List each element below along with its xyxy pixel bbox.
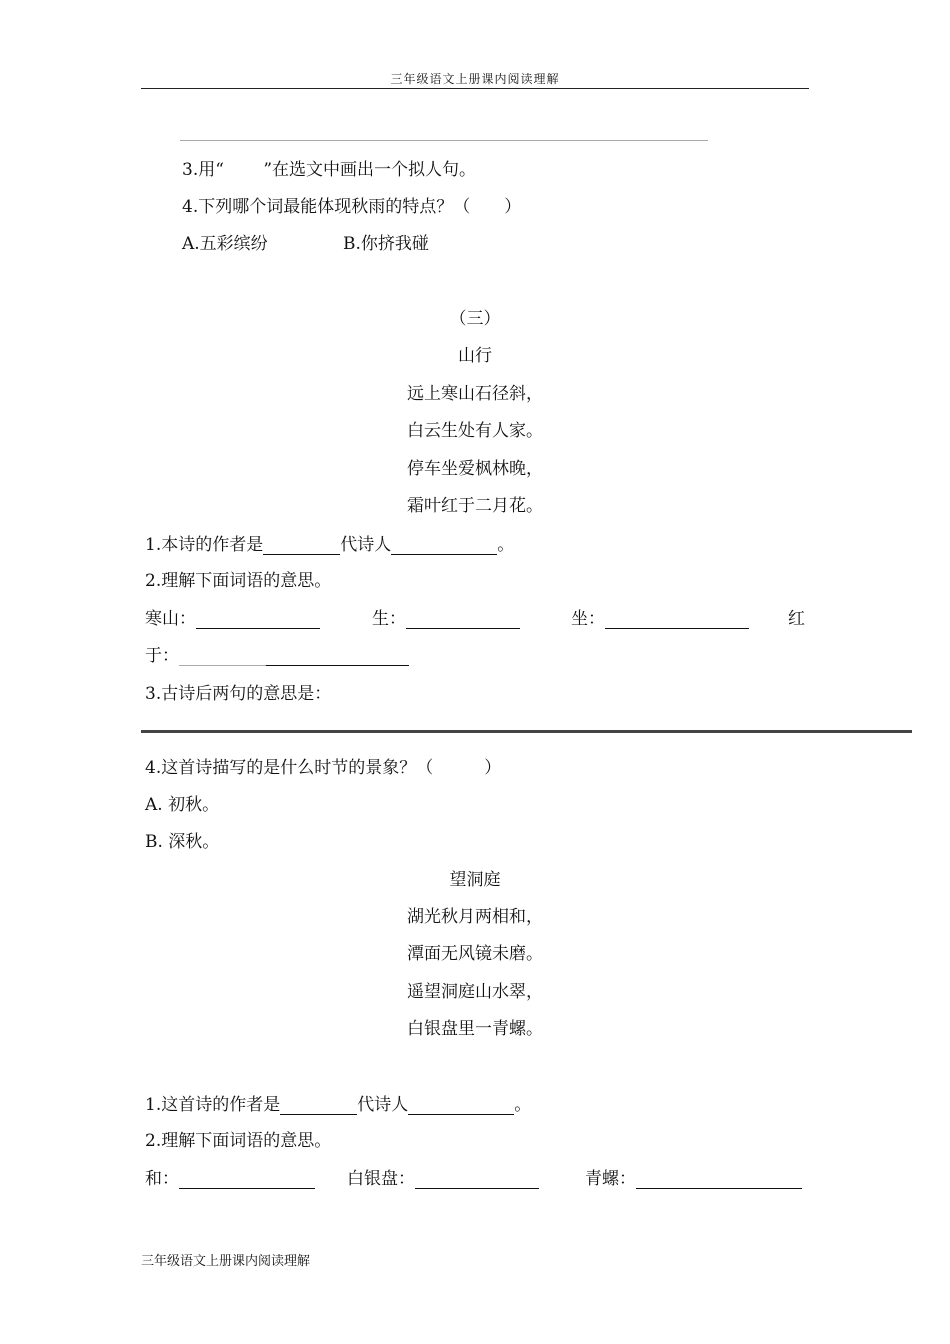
- word-label: 坐：: [571, 609, 605, 629]
- poem-title: 望洞庭: [449, 870, 501, 890]
- answer-blank[interactable]: [605, 609, 749, 629]
- poem-line: 停车坐爱枫林晚，: [407, 459, 543, 479]
- option-b: B.你挤我碰: [343, 234, 429, 254]
- option-a: A.五彩缤纷: [182, 234, 268, 254]
- answer-blank[interactable]: [263, 535, 340, 555]
- header-rule: [141, 88, 809, 89]
- option-b: B. 深秋。: [145, 832, 220, 852]
- page-footer: 三年级语文上册课内阅读理解: [141, 1254, 311, 1269]
- question-text: 1.这首诗的作者是: [145, 1095, 281, 1115]
- poem-line: 白云生处有人家。: [407, 421, 543, 441]
- question-2: 2.理解下面词语的意思。: [145, 1131, 332, 1151]
- word-label: 生：: [372, 609, 406, 629]
- answer-blank[interactable]: [179, 1169, 315, 1189]
- question-3: 3.用“ ”在选文中画出一个拟人句。: [182, 160, 477, 180]
- poem-line: 霜叶红于二月花。: [407, 496, 543, 516]
- answer-blank[interactable]: [408, 1095, 514, 1115]
- word-item: [347, 1169, 539, 1189]
- poem-line: 远上寒山石径斜，: [407, 384, 543, 404]
- word-item: [372, 609, 520, 629]
- page-header: 三年级语文上册课内阅读理解: [390, 72, 560, 86]
- word-label: 红: [788, 609, 805, 629]
- word-label: 白银盘：: [347, 1169, 415, 1189]
- answer-blank[interactable]: [406, 609, 520, 629]
- word-label: 于：: [145, 646, 179, 666]
- option-a: A. 初秋。: [145, 795, 220, 815]
- word-item: [571, 609, 749, 629]
- question-4: 4.这首诗描写的是什么时节的景象？（ ）: [145, 758, 502, 778]
- word-item: [585, 1169, 802, 1189]
- word-item: [145, 1169, 315, 1189]
- answer-blank[interactable]: [391, 535, 497, 555]
- poem-line: 白银盘里一青螺。: [407, 1019, 543, 1039]
- answer-blank[interactable]: [636, 1169, 802, 1189]
- word-label: 寒山：: [145, 609, 196, 629]
- answer-blank[interactable]: [280, 1095, 357, 1115]
- question-text: 。: [497, 535, 515, 555]
- poem-title: 山行: [458, 346, 492, 366]
- answer-line[interactable]: [141, 730, 912, 733]
- word-label: 青螺：: [585, 1169, 636, 1189]
- poem-line: 遥望洞庭山水翠，: [407, 982, 543, 1002]
- answer-blank[interactable]: [266, 646, 409, 666]
- answer-line: [180, 140, 708, 141]
- question-text: 。: [514, 1095, 532, 1115]
- question-2: 2.理解下面词语的意思。: [145, 571, 332, 591]
- poem-line: 潭面无风镜未磨。: [407, 944, 543, 964]
- question-text: 1.本诗的作者是: [145, 535, 264, 555]
- question-1: [145, 1095, 531, 1115]
- question-4: 4.下列哪个词最能体现秋雨的特点？（ ）: [182, 197, 522, 217]
- word-item: [145, 609, 320, 629]
- word-item: [145, 646, 409, 666]
- answer-blank[interactable]: [196, 609, 320, 629]
- answer-blank[interactable]: [415, 1169, 539, 1189]
- question-3: 3.古诗后两句的意思是：: [145, 684, 332, 704]
- question-text: 代诗人: [340, 535, 392, 555]
- section-title: （三）: [449, 309, 501, 329]
- word-label: 和：: [145, 1169, 179, 1189]
- question-1: [145, 535, 514, 555]
- poem-line: 湖光秋月两相和，: [407, 907, 543, 927]
- answer-blank[interactable]: [179, 646, 266, 666]
- question-text: 代诗人: [357, 1095, 409, 1115]
